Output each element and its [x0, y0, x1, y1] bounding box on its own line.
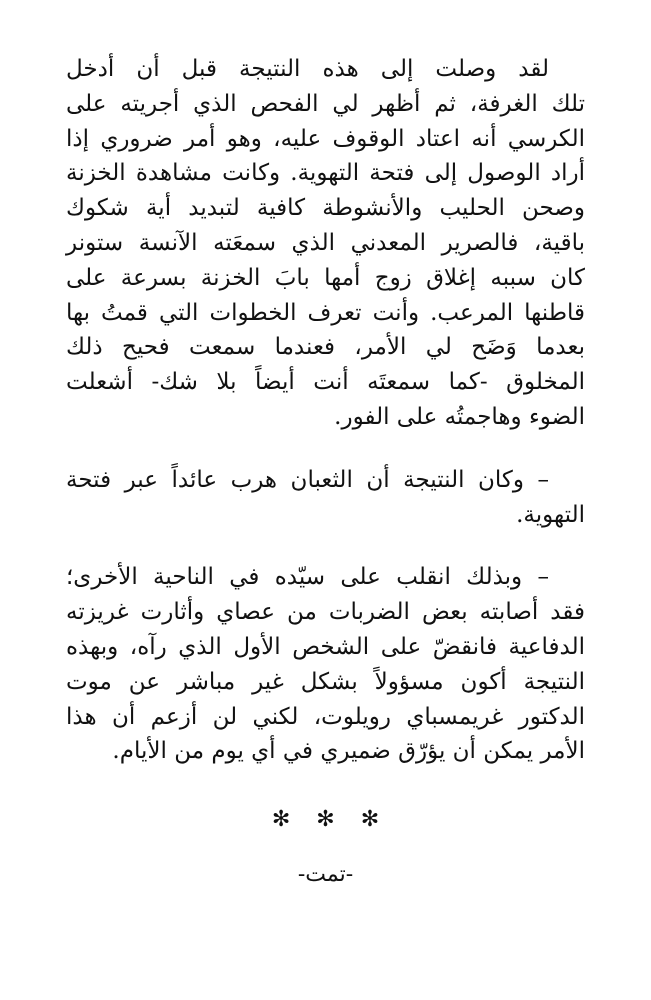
paragraph-1	[66, 52, 585, 435]
text-line: النتيجة أكون مسؤولاً بشكل غير مباشر عن موت	[66, 668, 585, 695]
text-line: أراد الوصول إلى فتحة التهوية. وكانت مشاهدة الخزنة	[66, 160, 585, 187]
text-line: الضوء وهاجمتُه على الفور.	[334, 403, 585, 430]
text-line: الأمر يمكن أن يؤرّق ضميري في أي يوم من الأيام.	[112, 738, 585, 765]
text-line: وصحن الحليب والأنشوطة كافية لتبديد أية شكوك	[66, 195, 585, 222]
paragraph-spacer	[66, 532, 585, 560]
text-line: الدفاعية فانقضّ على الشخص الأول الذي رآه، وبهذه	[66, 633, 585, 660]
text-line: قاطنها المرعب. وأنت تعرف الخطوات التي قمتُ بها	[66, 299, 585, 326]
text-line: باقية، فالصرير المعدني الذي سمعَته الآنسة ستونر	[66, 229, 585, 256]
text-line: – وبذلك انقلب على سيّده في الناحية الأخرى؛	[66, 564, 549, 591]
text-line: الدكتور غريمسباي رويلوت، لكني لن أزعم أن هذا	[66, 703, 585, 730]
text-line: – وكان النتيجة أن الثعبان هرب عائداً عبر فتحة	[66, 466, 549, 493]
end-mark: -تمت-	[297, 862, 354, 888]
text-line: تلك الغرفة، ثم أظهر لي الفحص الذي أجريته على	[66, 90, 585, 117]
text-line: التهوية.	[516, 501, 585, 528]
text-line: المخلوق -كما سمعتَه أنت أيضاً بلا شك- أشعلت	[66, 369, 585, 396]
text-line: الكرسي أنه اعتاد الوقوف عليه، وهو أمر ضروري إذا	[66, 125, 585, 152]
text-line: كان سببه إغلاق زوج أمها بابَ الخزنة بسرعة على	[66, 264, 585, 291]
text-line: فقد أصابته بعض الضربات من عصاي وأثارت غريزته	[66, 599, 585, 626]
paragraph-spacer	[66, 435, 585, 463]
text-line: لقد وصلت إلى هذه النتيجة قبل أن أدخل	[66, 56, 549, 82]
text-line: بعدما وَضَح لي الأمر، فعندما سمعت فحيح ذلك	[66, 334, 585, 361]
paragraph-2	[66, 463, 585, 533]
section-break-ornament: ✻✻✻	[271, 807, 406, 833]
paragraph-3	[66, 560, 585, 769]
